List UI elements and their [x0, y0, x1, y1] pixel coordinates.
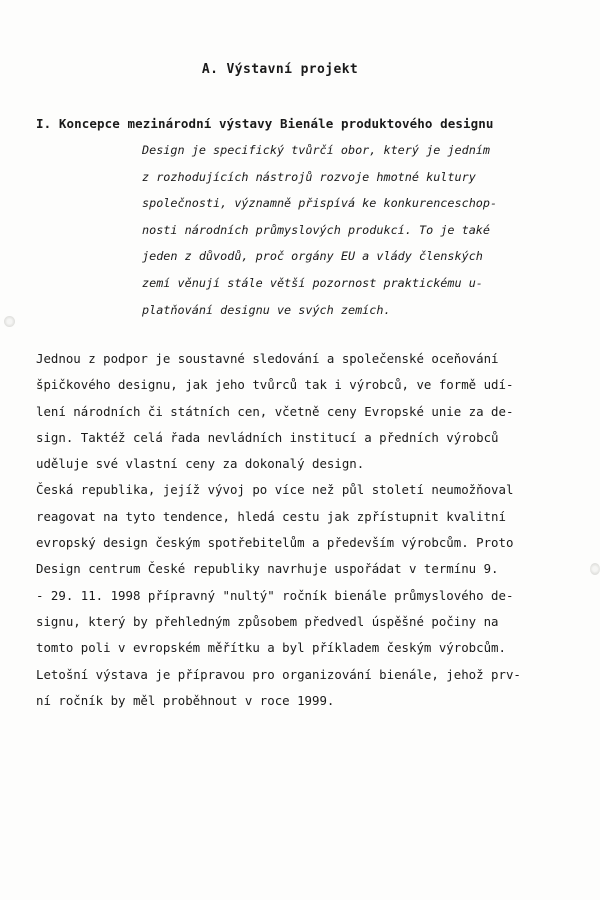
body-line: ní ročník by měl proběhnout v roce 1999.	[36, 692, 335, 708]
intro-paragraph	[142, 137, 542, 323]
body-line: sign. Taktéž celá řada nevládních institucí a předních výrobců	[36, 429, 499, 445]
intro-line: platňování designu ve svých zemích.	[142, 302, 391, 317]
body-line: Jednou z podpor je soustavné sledování a společenské oceňování	[36, 351, 499, 366]
body-line: lení národních či státních cen, včetně ceny Evropské unie za de-	[36, 403, 514, 419]
scan-punch-mark	[4, 316, 15, 327]
body-line: signu, který by přehledným způsobem předvedl úspěšné počiny na	[36, 613, 499, 629]
scan-punch-mark	[590, 563, 600, 575]
document-title: A. Výstavní projekt	[201, 62, 359, 77]
section-heading: I. Koncepce mezinárodní výstavy Bienále produktového designu	[36, 116, 494, 131]
body-line: reagovat na tyto tendence, hledá cestu jak zpřístupnit kvalitní	[36, 508, 506, 524]
body-line: uděluje své vlastní ceny za dokonalý design.	[36, 456, 365, 472]
body-line: - 29. 11. 1998 přípravný "nultý" ročník bienále průmyslového de-	[36, 587, 514, 603]
body-line: Česká republika, jejíž vývoj po více než půl století neumožňoval	[36, 482, 514, 498]
body-paragraph	[36, 346, 566, 714]
intro-line: jeden z důvodů, proč orgány EU a vlády členských	[142, 249, 483, 264]
body-line: špičkového designu, jak jeho tvůrců tak i výrobců, ve formě udí-	[36, 377, 514, 393]
intro-line: společnosti, významně přispívá ke konkurenceschop-	[142, 196, 498, 211]
intro-line: zemí věnují stále větší pozornost praktickému u-	[142, 275, 483, 290]
intro-line: nosti národních průmyslových produkcí. To je také	[142, 222, 491, 237]
body-line: evropský design českým spotřebitelům a především výrobcům. Proto	[36, 535, 514, 551]
intro-line: z rozhodujících nástrojů rozvoje hmotné kultury	[142, 169, 476, 184]
body-line: Letošní výstava je přípravou pro organizování bienále, jehož prv-	[36, 666, 521, 682]
intro-line: Design je specifický tvůrčí obor, který je jedním	[142, 143, 491, 157]
body-line: Design centrum České republiky navrhuje uspořádat v termínu 9.	[36, 561, 499, 577]
body-line: tomto poli v evropském měřítku a byl příkladem českým výrobcům.	[36, 640, 506, 656]
